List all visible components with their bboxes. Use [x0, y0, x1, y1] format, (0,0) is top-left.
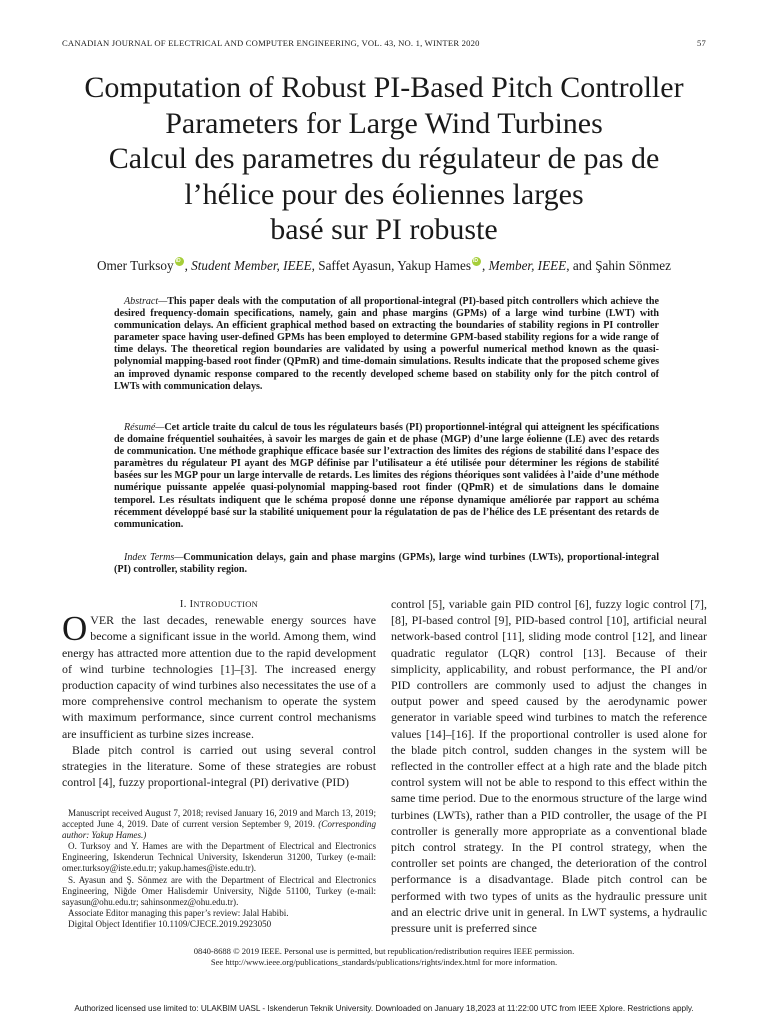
abstract-label: Abstract— — [124, 296, 168, 307]
section-heading: I. INTRODUCTION — [179, 599, 259, 610]
footnote-line: Associate Editor managing this paper’s review: Jalal Habibi. — [68, 907, 289, 918]
title-line: Calcul des parametres du régulateur de pas de — [108, 142, 660, 175]
drop-cap: O — [62, 609, 88, 649]
copyright-notice — [40, 946, 728, 969]
abstract-text: This paper deals with the computation of all proportional-integral (PI)-based pitch controllers which achieve the desired frequency-domain specifications, namely, gain and phase margins (GPMs) of a large wind turbine (LWT) with communication delays. An efficient graphical method based on extracting the boundaries of stability regions in PI controller parameter space having user-defined GPMs has been employed to determine GPM-based stability regions for a wide range of time delays. The theoretical region boundaries are validated by using a powerful numerical method known as the quasi-polynomial mapping-based root finder (QPmR) and time-domain simulations. Results indicate that the proposed scheme gives an improved dynamic response compared to the recently developed scheme based on stability only for the pitch control of LWTs with communication delays. — [114, 296, 659, 392]
paper-title — [40, 70, 728, 248]
journal-name: CANADIAN JOURNAL OF ELECTRICAL AND COMPUTER ENGINEERING, VOL. 43, NO. 1, WINTER 2020 — [62, 38, 480, 48]
author-name: Şahin Sönmez — [595, 258, 672, 273]
copyright-line: 0840-8688 © 2019 IEEE. Personal use is permitted, but republication/redistribution requires IEEE permission. — [193, 946, 575, 956]
abstract — [114, 296, 659, 393]
title-line: Computation of Robust PI-Based Pitch Controller — [84, 71, 684, 104]
left-column — [62, 596, 376, 790]
copyright-line: See http://www.ieee.org/publications_standards/publications/rights/index.html for more information. — [210, 957, 558, 968]
footnote-line: S. Ayasun and Ş. Sönmez are with the Department of Electrical and Electronics Engineering, Niğde Omer Halisdemir University, Niğde 51100, Turkey (e-mail: sayasun@ohu.edu.tr; sahinsonmez@ohu.edu.tr). — [62, 874, 376, 907]
author-name: Omer Turksoy — [96, 258, 174, 273]
title-line: Parameters for Large Wind Turbines — [165, 106, 603, 140]
orcid-icon[interactable] — [472, 257, 481, 266]
index-terms-label: Index Terms— — [124, 552, 184, 563]
title-line: basé sur PI robuste — [270, 213, 498, 246]
footnote-line: O. Turksoy and Y. Hames are with the Department of Electrical and Electronics Engineering, Iskenderun Technical University, Iskenderun 31200, Turkey (e-mail: omer.turksoy@iste.edu.tr; yakup.hames@iste.edu.tr). — [62, 841, 376, 874]
footnote-line: Manuscript received August 7, 2018; revised January 16, 2019 and March 13, 2019; accepted June 4, 2019. Date of current version September 9, 2019. (Corresponding author: Yakup Hames.) — [62, 808, 376, 841]
footnote-line: Digital Object Identifier 10.1109/CJECE.2019.2923050 — [68, 918, 272, 929]
running-header — [62, 38, 706, 48]
intro-paragraph: control [5], variable gain PID control [6], fuzzy logic control [7], [8], PI-based control [9], PID-based control [10], artificial neural network-based control [11], sliding mode control [12], and linear quadratic regulator (LQR) control [13]. Because of their simplicity, applicability, and robust performance, the PI and/or PID controllers are commonly used to adjust the changes in output power and speed caused by the aerodynamic power generator in variable speed wind turbines to match the reference values [14]–[16]. If the proportional controller is used alone for the blade pitch control, sudden changes in the system will be reflected in the controller effect at a high rate and the blade pitch control system will not be able to respond to this effect within the same time period. Due to the enormous structure of the large wind turbines (LWTs), rather than a PID controller, the usage of the PI controller is generally more appropriate as a conventional blade pitch control strategy. In the PI control strategy, when the controller set points are changed, the deterioration of the control performance is a disadvantage. Blade pitch control can be performed with two types of units as the hydraulic pressure unit and an electric drive unit in general. In LWT systems, a hydraulic pressure unit is preferred since — [391, 597, 707, 936]
author-role: Student Member, IEEE — [191, 258, 312, 273]
resume-text: Cet article traite du calcul de tous les régulateurs basés (PI) proportionnel-intégral qui atteignent les spécifications de domaine fréquentiel souhaitées, à savoir les marges de gain et de phase (MGP) d’une large éolienne (LE) avec des retards de communication. Une méthode graphique efficace basée sur l’extraction des limites des régions de stabilité dans l’espace des paramètres du régulateur PI ayant des MGP définise par l’utilisateur a été utilisée pour déterminer les régions de stabilité basées sur les MGP pour un large intervalle de retards. Les limites des régions théoriques sont validées à l’aide d’une méthode numérique puissante appelée quasi-polynomial mapping-based root finder (QPmR) et de simulations dans le domaine temporel. Les résultats indiquent que le schéma proposé donne une réponse dynamique améliorée par rapport au schéma récemment développé basé sur la stabilité uniquement pour la régulatation de pas de l’hélice des LE présentant des retards de communication. — [114, 422, 659, 530]
title-line: l’hélice pour des éoliennes larges — [184, 177, 584, 211]
author-name: Saffet Ayasun — [318, 258, 392, 273]
right-column — [391, 596, 707, 936]
intro-paragraph: Blade pitch control is carried out using several control strategies in the literature. Some of these strategies are robust control [4], fuzzy proportional-integral (PI) derivative (PID) — [62, 742, 376, 790]
resume — [114, 422, 659, 531]
author-list: Omer TurksoyiD , Student Member, IEEE, Saffet Ayasun, Yakup HamesiD , Member, IEEE, and Şahin Sönmez — [40, 257, 728, 274]
license-notice: Authorized licensed use limited to: ULAKBIM UASL - Iskenderun Teknik University. Downloaded on January 18,2023 at 11:22:00 UTC from IEEE Xplore. Restrictions apply. — [74, 1004, 694, 1013]
author-role: Member, IEEE — [488, 258, 567, 273]
resume-label: Résumé— — [124, 422, 165, 433]
intro-paragraph: OVER the last decades, renewable energy sources have become a significant issue in the world. Among them, wind energy has attracted more attention due to the rapid development of wind turbine technologies [1]–[3]. The increased energy production capacity of wind turbines also necessitates the use of a more comprehensive control mechanism to operate the system with maximum performance, since current control mechanisms are insufficient as turbine sizes increase. — [62, 609, 376, 741]
footnote — [62, 808, 376, 930]
orcid-icon[interactable] — [175, 257, 184, 266]
index-terms — [114, 552, 659, 576]
page-number: 57 — [697, 38, 706, 48]
index-terms-text: Communication delays, gain and phase margins (GPMs), large wind turbines (LWTs), proportional-integral (PI) controller, stability region. — [114, 552, 659, 576]
author-name: Yakup Hames — [397, 258, 472, 273]
